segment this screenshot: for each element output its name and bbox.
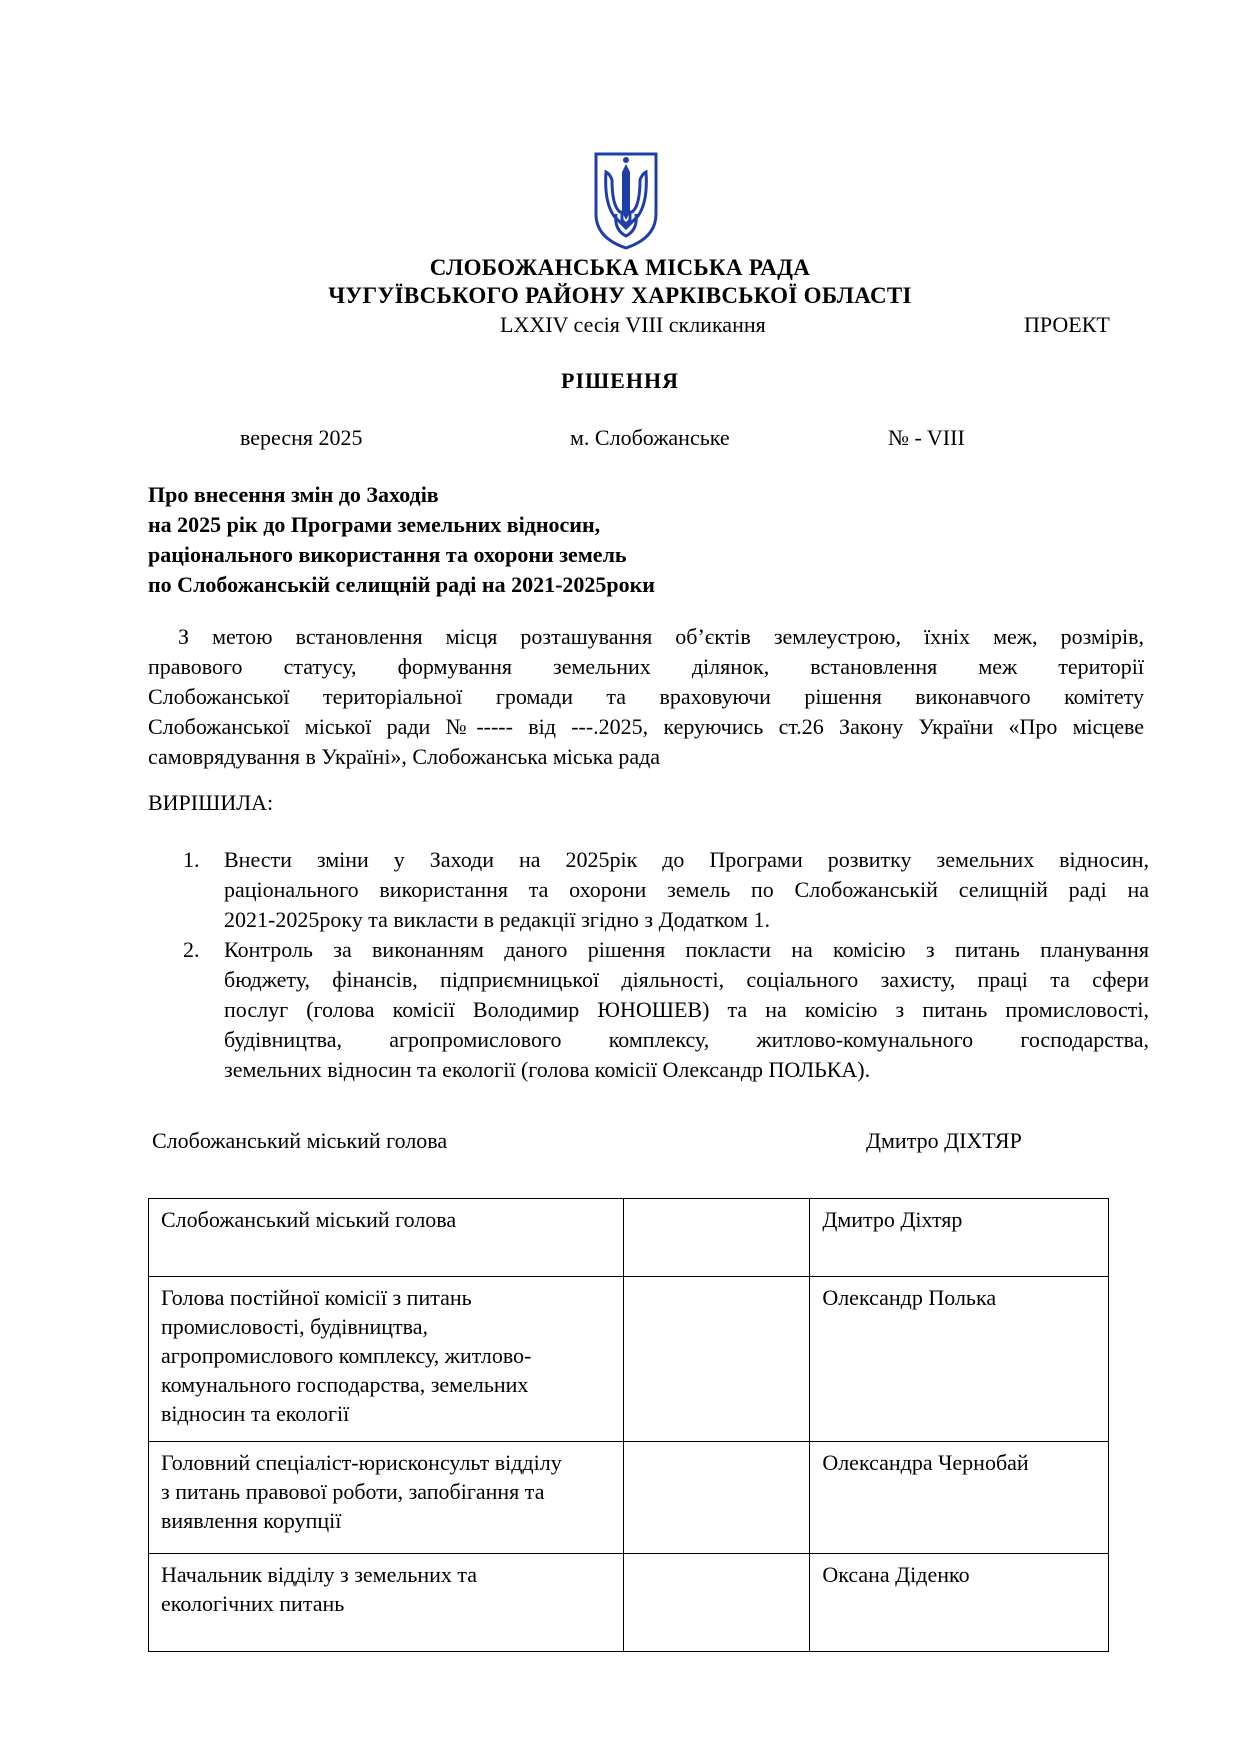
position-line: агропромислового комплексу, житлово-	[161, 1343, 532, 1368]
approval-signature	[623, 1199, 810, 1277]
preamble-line: самоврядування в Україні», Слобожанська міська рада	[148, 744, 661, 769]
decision-text	[224, 845, 1149, 935]
decision-line: бюджету, фінансів, підприємницької діяльності, соціального захисту, праці та сфери	[224, 967, 1149, 992]
approval-table	[148, 1198, 1109, 1652]
council-district: ЧУГУЇВСЬКОГО РАЙОНУ ХАРКІВСЬКОЇ ОБЛАСТІ	[328, 283, 912, 308]
signature-position: Слобожанський міський голова	[152, 1128, 448, 1153]
position-line: відносин та екології	[161, 1401, 350, 1426]
decision-line: земельних відносин та екології (голова комісії Олександр ПОЛЬКА).	[224, 1057, 871, 1082]
position-line: з питань правової роботи, запобігання та	[161, 1479, 545, 1504]
coat-of-arms-icon	[592, 150, 660, 250]
approval-name: Дмитро Діхтяр	[810, 1199, 1109, 1277]
session-line: LXXIV сесія VIII скликання	[500, 312, 766, 337]
position-line: Головний спеціаліст-юрисконсульт відділу	[161, 1450, 562, 1475]
document-place: м. Слобожанське	[570, 425, 730, 450]
signature-name: Дмитро ДІХТЯР	[866, 1128, 1022, 1153]
preamble-line: Слобожанської міської ради №----- від ---.2025, керуючись ст.26 Закону України «Про місцеве	[148, 714, 1144, 739]
approval-position	[149, 1277, 624, 1442]
table-row	[149, 1199, 1109, 1277]
approval-name: Олександра Чернобай	[810, 1442, 1109, 1554]
subject-line: на 2025 рік до Програми земельних відносин,	[148, 512, 601, 537]
council-name: СЛОБОЖАНСЬКА МІСЬКА РАДА	[429, 255, 811, 280]
decision-item	[183, 935, 1149, 1085]
decision-line: 2021-2025року та викласти в редакції згідно з Додатком 1.	[224, 907, 771, 932]
preamble-line: правового статусу, формування земельних ділянок, встановлення меж території	[148, 654, 1144, 679]
decision-item	[183, 845, 1149, 935]
document-number: № - VIII	[888, 425, 965, 450]
table-row	[149, 1554, 1109, 1652]
decision-line: послуг (голова комісії Володимир ЮНОШЕВ) та на комісію з питань промисловості,	[224, 997, 1149, 1022]
position-line: Начальник відділу з земельних та	[161, 1562, 478, 1587]
table-row	[149, 1442, 1109, 1554]
decision-text	[224, 935, 1149, 1085]
preamble	[148, 622, 1144, 772]
decision-line: Контроль за виконанням даного рішення покласти на комісію з питань планування	[224, 937, 1149, 962]
decision-line: Внести зміни у Заходи на 2025рік до Програми розвитку земельних відносин,	[224, 847, 1149, 872]
approval-name: Оксана Діденко	[810, 1554, 1109, 1652]
decision-subject	[148, 480, 655, 600]
preamble-line: З метою встановлення місця розташування об’єктів землеустрою, їхніх меж, розмірів,	[178, 624, 1144, 649]
position-line: комунального господарства, земельних	[161, 1372, 529, 1397]
position-line: Слобожанський міський голова	[161, 1207, 457, 1232]
preamble-line: Слобожанської територіальної громади та враховуючи рішення виконавчого комітету	[148, 684, 1144, 709]
approval-position	[149, 1199, 624, 1277]
position-line: промисловості, будівництва,	[161, 1314, 429, 1339]
document-date: вересня 2025	[240, 425, 363, 450]
approval-signature	[623, 1277, 810, 1442]
subject-line: по Слобожанській селищній раді на 2021-2025роки	[148, 572, 655, 597]
approval-name: Олександр Полька	[810, 1277, 1109, 1442]
resolved-label: ВИРІШИЛА:	[148, 790, 274, 815]
draft-mark: ПРОЕКТ	[1024, 312, 1110, 337]
subject-line: раціонального використання та охорони земель	[148, 542, 627, 567]
document-type: РІШЕННЯ	[561, 368, 679, 393]
position-line: виявлення корупції	[161, 1508, 342, 1533]
approval-signature	[623, 1554, 810, 1652]
approval-signature	[623, 1442, 810, 1554]
table-row	[149, 1277, 1109, 1442]
position-line: Голова постійної комісії з питань	[161, 1285, 472, 1310]
decision-line: раціонального використання та охорони земель по Слобожанській селищній раді на	[224, 877, 1149, 902]
approval-position	[149, 1554, 624, 1652]
decision-number: 2.	[183, 937, 200, 962]
position-line: екологічних питань	[161, 1591, 345, 1616]
decision-line: будівництва, агропромислового комплексу, житлово-комунального господарства,	[224, 1027, 1149, 1052]
approval-position	[149, 1442, 624, 1554]
subject-line: Про внесення змін до Заходів	[148, 482, 439, 507]
decision-number: 1.	[183, 847, 200, 872]
